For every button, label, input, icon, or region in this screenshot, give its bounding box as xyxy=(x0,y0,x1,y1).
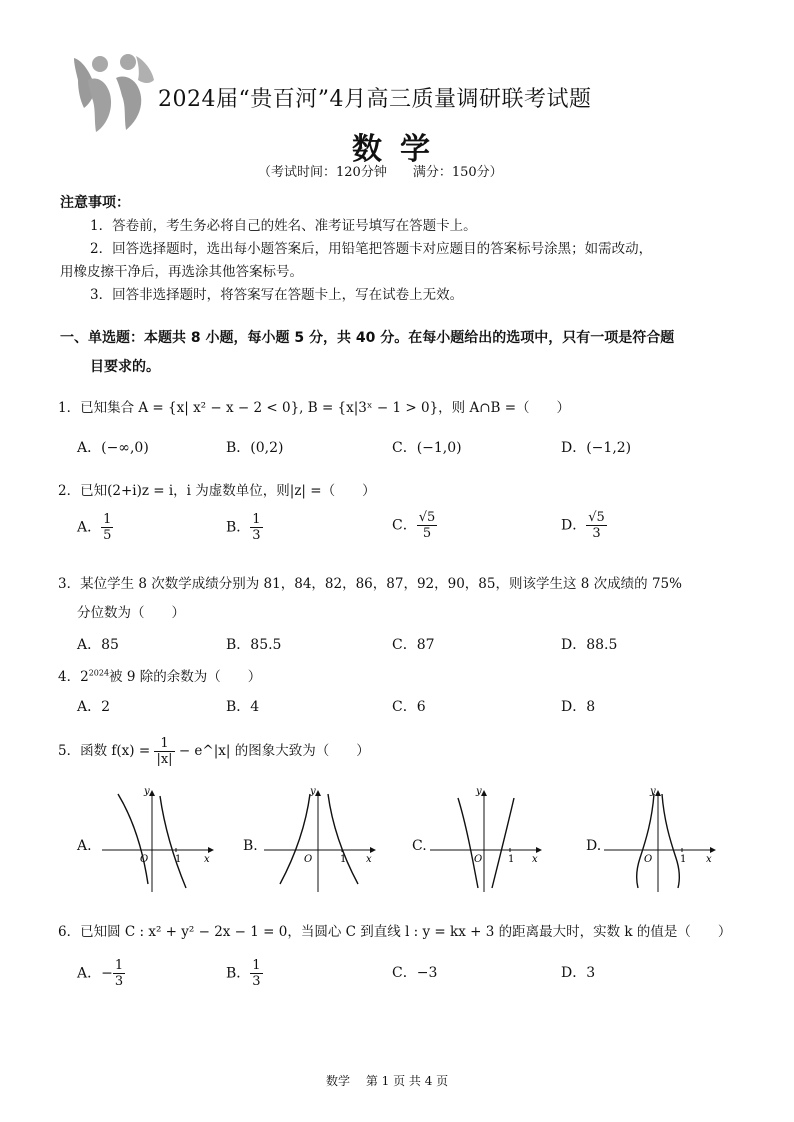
q2-option-d-num: √5 xyxy=(588,510,605,525)
q5-graph-c xyxy=(428,784,548,894)
q2-option-b xyxy=(226,512,263,543)
q2-option-c xyxy=(392,510,437,541)
curve-right xyxy=(662,794,679,888)
q3-option-d: D．88.5 xyxy=(561,637,618,653)
q6-option-a-num: 1 xyxy=(114,958,124,973)
q6-option-a-den: 3 xyxy=(114,974,124,989)
exam-info: （考试时间：120分钟 满分：150分） xyxy=(258,165,503,180)
q5-graph-a xyxy=(100,784,220,894)
q6-option-d: D．3 xyxy=(561,965,596,981)
origin-label: O xyxy=(644,854,653,865)
q5-stem-suffix: − e^|x| 的图象大致为（ ） xyxy=(178,743,370,759)
x-axis-arrow xyxy=(370,847,376,853)
section-1-heading-cont: 目要求的。 xyxy=(90,359,160,375)
q2-option-b-den: 3 xyxy=(252,528,261,543)
q5-stem-prefix: 5．函数 f(x) = xyxy=(58,743,151,759)
q2-option-a-label: A． xyxy=(77,519,102,536)
q4-option-a: A．2 xyxy=(77,699,111,715)
x-axis-label: x xyxy=(366,854,372,865)
q4-stem-exponent: 2024 xyxy=(88,668,110,678)
q2-option-b-num: 1 xyxy=(252,512,261,527)
q6-option-a-fraction xyxy=(113,958,125,989)
x-axis-label: x xyxy=(706,854,712,865)
y-axis-arrow xyxy=(655,790,661,796)
y-axis-arrow xyxy=(481,790,487,796)
x-axis-arrow xyxy=(536,847,542,853)
origin-label: O xyxy=(474,854,483,865)
q2-option-b-label: B． xyxy=(226,519,251,536)
y-axis-label: y xyxy=(650,786,656,797)
x-axis-arrow xyxy=(208,847,214,853)
q6-option-b xyxy=(226,958,263,989)
q6-option-a xyxy=(77,958,125,989)
page-footer: 数学 第 1 页 共 4 页 xyxy=(326,1074,449,1088)
q2-option-d-label: D． xyxy=(561,517,587,534)
curve-right xyxy=(492,798,514,888)
q2-option-c-label: C． xyxy=(392,517,417,534)
q2-option-c-fraction xyxy=(417,510,438,541)
q2-option-d xyxy=(561,510,607,541)
q2-option-d-fraction xyxy=(586,510,607,541)
tick-label: 1 xyxy=(508,854,515,865)
q2-option-a-fraction xyxy=(101,512,113,543)
q6-option-b-den: 3 xyxy=(252,974,261,989)
q1-option-c: C．(−1,0) xyxy=(392,440,462,456)
x-axis-label: x xyxy=(204,854,210,865)
x-axis-label: x xyxy=(532,854,538,865)
subject-title: 数学 xyxy=(352,132,448,167)
tick-label: 1 xyxy=(175,854,182,865)
q6-stem: 6．已知圆 C : x² + y² − 2x − 1 = 0，当圆心 C 到直线 l : y = kx + 3 的距离最大时，实数 k 的值是（ ） xyxy=(58,924,732,940)
x-axis-arrow xyxy=(710,847,716,853)
y-axis-label: y xyxy=(310,786,316,797)
q2-option-a-num: 1 xyxy=(103,512,112,527)
curve-right xyxy=(328,794,358,884)
q4-option-d: D．8 xyxy=(561,699,596,715)
q5-graph-b xyxy=(262,784,382,894)
q5-graph-c-label: C. xyxy=(412,838,427,854)
curve-left xyxy=(118,794,148,884)
q5-frac-num: 1 xyxy=(154,736,174,752)
notice-item-3: 3．回答非选择题时，将答案写在答题卡上，写在试卷上无效。 xyxy=(90,287,464,303)
y-axis-label: y xyxy=(476,786,482,797)
q5-stem xyxy=(58,736,370,767)
q2-stem: 2．已知(2+i)z = i，i 为虚数单位，则|z| =（ ） xyxy=(58,483,376,499)
q5-graph-a-label: A. xyxy=(77,838,92,854)
q3-stem-line2: 分位数为（ ） xyxy=(77,605,185,621)
notice-item-2-line1: 2．回答选择题时，选出每小题答案后，用铅笔把答题卡对应题目的答案标号涂黑；如需改动， xyxy=(90,241,653,257)
school-logo xyxy=(66,50,158,136)
q1-option-b: B．(0,2) xyxy=(226,440,284,456)
tick-label: 1 xyxy=(680,854,687,865)
curve-left xyxy=(458,798,478,888)
tick-label: 1 xyxy=(340,854,347,865)
q3-option-b: B．85.5 xyxy=(226,637,282,653)
notice-item-1: 1．答卷前，考生务必将自己的姓名、准考证号填写在答题卡上。 xyxy=(90,218,477,234)
q6-option-a-label: A．− xyxy=(77,965,113,982)
q1-stem: 1．已知集合 A = {x| x² − x − 2 < 0}, B = {x|3ˣ − 1 > 0}，则 A∩B =（ ） xyxy=(58,400,571,416)
q2-option-c-den: 5 xyxy=(422,526,432,541)
q3-option-c: C．87 xyxy=(392,637,435,653)
q4-option-c: C．6 xyxy=(392,699,426,715)
q1-option-a: A．(−∞,0) xyxy=(77,440,149,456)
q5-stem-fraction xyxy=(154,736,174,767)
section-1-heading: 一、单选题：本题共 8 小题，每小题 5 分，共 40 分。在每小题给出的选项中，只有一项是符合题 xyxy=(60,330,675,346)
curve-right xyxy=(160,796,186,888)
exam-title: 2024届“贵百河”4月高三质量调研联考试题 xyxy=(158,87,592,112)
q4-option-b: B．4 xyxy=(226,699,260,715)
q6-option-b-num: 1 xyxy=(252,958,261,973)
q2-option-b-fraction xyxy=(250,512,262,543)
q4-stem-suffix: 被 9 除的余数为（ ） xyxy=(109,669,262,685)
curve-left xyxy=(280,794,313,884)
notice-heading: 注意事项： xyxy=(60,195,130,211)
origin-label: O xyxy=(140,854,149,865)
q5-graph-d xyxy=(602,784,722,894)
notice-item-2-line2: 用橡皮擦干净后，再选涂其他答案标号。 xyxy=(60,264,303,280)
q5-graph-b-label: B. xyxy=(243,838,258,854)
y-axis-arrow xyxy=(149,790,155,796)
q2-option-d-den: 3 xyxy=(592,526,601,541)
q2-option-a xyxy=(77,512,113,543)
q1-option-d: D．(−1,2) xyxy=(561,440,632,456)
origin-label: O xyxy=(304,854,313,865)
q4-stem xyxy=(58,665,261,685)
q5-graph-d-label: D. xyxy=(586,838,602,854)
q6-option-c: C．−3 xyxy=(392,965,438,981)
q6-option-b-label: B． xyxy=(226,965,251,982)
q4-stem-prefix: 4．2 xyxy=(58,669,89,685)
q3-option-a: A．85 xyxy=(77,637,119,653)
curve-left xyxy=(637,794,654,888)
q2-option-a-den: 5 xyxy=(103,528,112,543)
q3-stem-line1: 3．某位学生 8 次数学成绩分别为 81，84，82，86，87，92，90，85，则该学生这 8 次成绩的 75% xyxy=(58,576,682,592)
q6-option-b-fraction xyxy=(250,958,262,989)
q5-frac-den: |x| xyxy=(156,752,173,767)
y-axis-arrow xyxy=(315,790,321,796)
y-axis-label: y xyxy=(144,786,150,797)
q2-option-c-num: √5 xyxy=(418,510,436,525)
